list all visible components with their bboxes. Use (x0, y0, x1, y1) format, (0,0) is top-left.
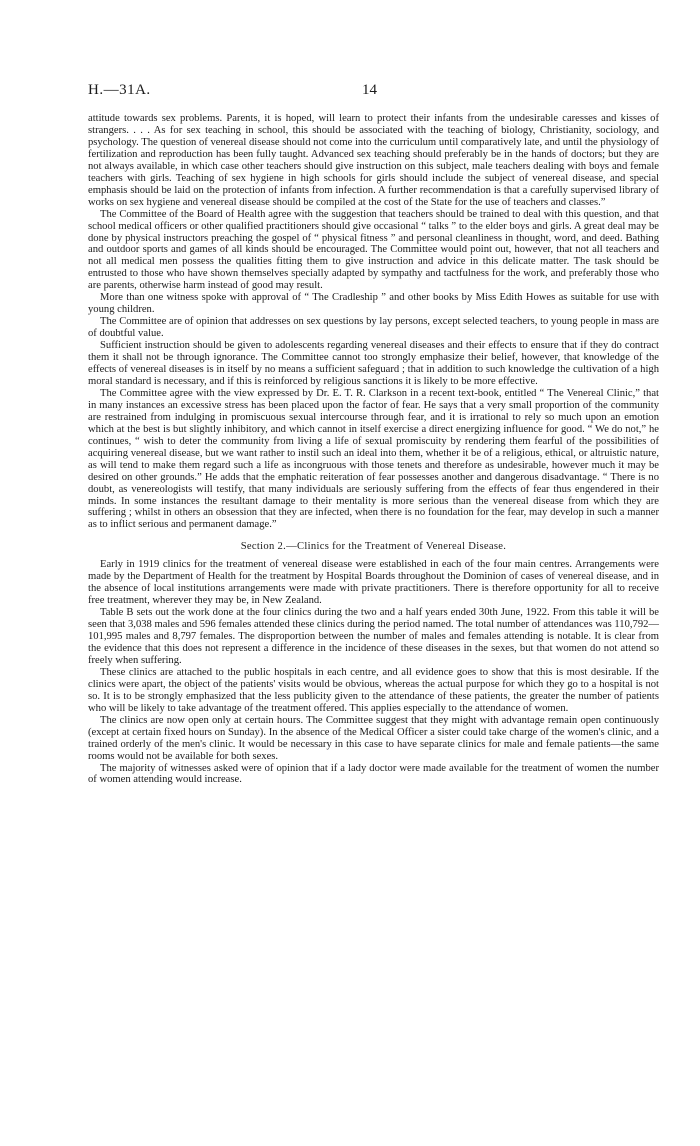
section-heading: Section 2.—Clinics for the Treatment of Venereal Disease. (240, 541, 507, 553)
document-reference: H.—31A. (88, 82, 151, 98)
paragraph: The clinics are now open only at certain hours. The Committee suggest that they might with advantage remain open continuously (except at certain fixed hours on Sunday). In the absence of the Medical Officer a sister could take charge of the women's clinic, and a trained orderly of the men's clinic. It would be necessary in this case to have separate clinics for male and female patients—the same rooms would not be available for both sexes. (88, 714, 659, 762)
body-text (88, 113, 659, 786)
page-number: 14 (362, 82, 377, 98)
paragraph: Early in 1919 clinics for the treatment of venereal disease were established in each of the four main centres. Arrangements were made by the Department of Health for the treatment by Hospital Boards throughout the Dominion of cases of venereal disease, and in the absence of local institutions arrangements were made with private practitioners. There is therefore opportunity for all to receive free treatment, wherever they may be, in New Zealand. (88, 559, 659, 607)
paragraph: The Committee of the Board of Health agree with the suggestion that teachers should be trained to deal with this question, and that school medical officers or other qualified practitioners should give occasional “ talks ” to the elder boys and girls. A great deal may be done by physical instructors preaching the gospel of “ physical fitness ” and personal cleanliness in thought, word, and deed. Bathing and outdoor sports and games of all kinds should be encouraged. The Committee would point out, however, that not all teachers and not all medical men possess the qualities fitting them to give instruction and advice in this delicate matter. The task should be entrusted to those who have shown themselves specially adapted by sympathy and tactfulness for the work, and preferably those who are parents, otherwise harm instead of good may result. (88, 208, 659, 292)
paragraph: The majority of witnesses asked were of opinion that if a lady doctor were made available for the treatment of women the number of women attending would increase. (88, 762, 659, 786)
paragraph: attitude towards sex problems. Parents, it is hoped, will learn to protect their infants from the undesirable caresses and kisses of strangers. . . . As for sex teaching in school, this should be associated with the teaching of biology, Christianity, sociology, and psychology. The question of venereal disease should not come into the curriculum until comparatively late, and until the physiology of fertilization and reproduction has been fully taught. Advanced sex teaching should preferably be in the hands of doctors; but they are not always available, in which case other teachers should give instruction on this subject, male teachers dealing with boys and female teachers with girls. Teaching of sex hygiene in high schools for girls should include the subject of venereal disease, and special emphasis should be laid on the protection of infants from infection. A further recommendation is that a carefully supervised library of works on sex hygiene and venereal disease should be compiled at the cost of the State for the use of teachers and classes.” (88, 113, 659, 208)
paragraph: More than one witness spoke with approval of “ The Cradleship ” and other books by Miss Edith Howes as suitable for use with young children. (88, 292, 659, 316)
paragraph: These clinics are attached to the public hospitals in each centre, and all evidence goes to show that this is most desirable. If the clinics were apart, the object of the patients' visits would be obvious, whereas the actual purpose for which they go to a hospital is not so. It is to be strongly emphasized that the less publicity given to the attendance of these patients, the greater the number of patients who will be likely to take advantage of the treatment offered. This applies especially to the attendance of women. (88, 666, 659, 714)
paragraph: The Committee are of opinion that addresses on sex questions by lay persons, except selected teachers, to young people in mass are of doubtful value. (88, 316, 659, 340)
running-header (88, 82, 660, 106)
paragraph: Sufficient instruction should be given to adolescents regarding venereal diseases and their effects to ensure that if they do contract them it shall not be through ignorance. The Committee cannot too strongly emphasize their belief, however, that knowledge of the effects of venereal diseases is in itself by no means a sufficient safeguard ; that in addition to such knowledge the cultivation of a high moral standard is necessary, and if this is reinforced by religious sanctions it is likely to be more effective. (88, 340, 659, 387)
paragraph: The Committee agree with the view expressed by Dr. E. T. R. Clarkson in a recent text-book, entitled “ The Venereal Clinic,” that in many instances an excessive stress has been placed upon the factor of fear. He says that a very small proportion of the community are restrained from indulging in promiscuous sexual intercourse through fear, and it is irrational to rely so much upon an emotion which at the best is but slightly inhibitory, and which cannot in itself exercise a direct energizing influence for good. “ We do not,” he continues, “ wish to deter the community from living a life of sexual promiscuity by rendering them fearful of the possibilities of acquiring venereal disease, but we want rather to instil such an ideal into them, whether it be of a religious, ethical, or altruistic nature, as will tend to make them regard such a life as incongruous with those tenets and therefore as undesirable, however much it may be desired on other grounds.” He adds that the emphatic reiteration of fear possesses another and dangerous disadvantage. “ There is no doubt, as venereologists will testify, that many individuals are seriously suffering from the effects of fear thus engendered in their minds. In some instances the resultant damage to their mentality is more serious than the venereal disease from which they are suffering ; whilst in others an obsession that they are infected, when there is no foundation for the fear, may develop in such a manner as to inflict serious and permanent damage.” (88, 387, 659, 531)
paragraph: Table B sets out the work done at the four clinics during the two and a half years ended 30th June, 1922. From this table it will be seen that 3,038 males and 596 females attended these clinics during the period named. The total number of attendances was 110,792—101,995 males and 8,797 females. The disproportion between the number of males and females attending is notable. It is clear from the evidence that this does not represent a difference in the incidence of these diseases in the sexes, but that women do not attend so freely when suffering. (88, 607, 660, 666)
